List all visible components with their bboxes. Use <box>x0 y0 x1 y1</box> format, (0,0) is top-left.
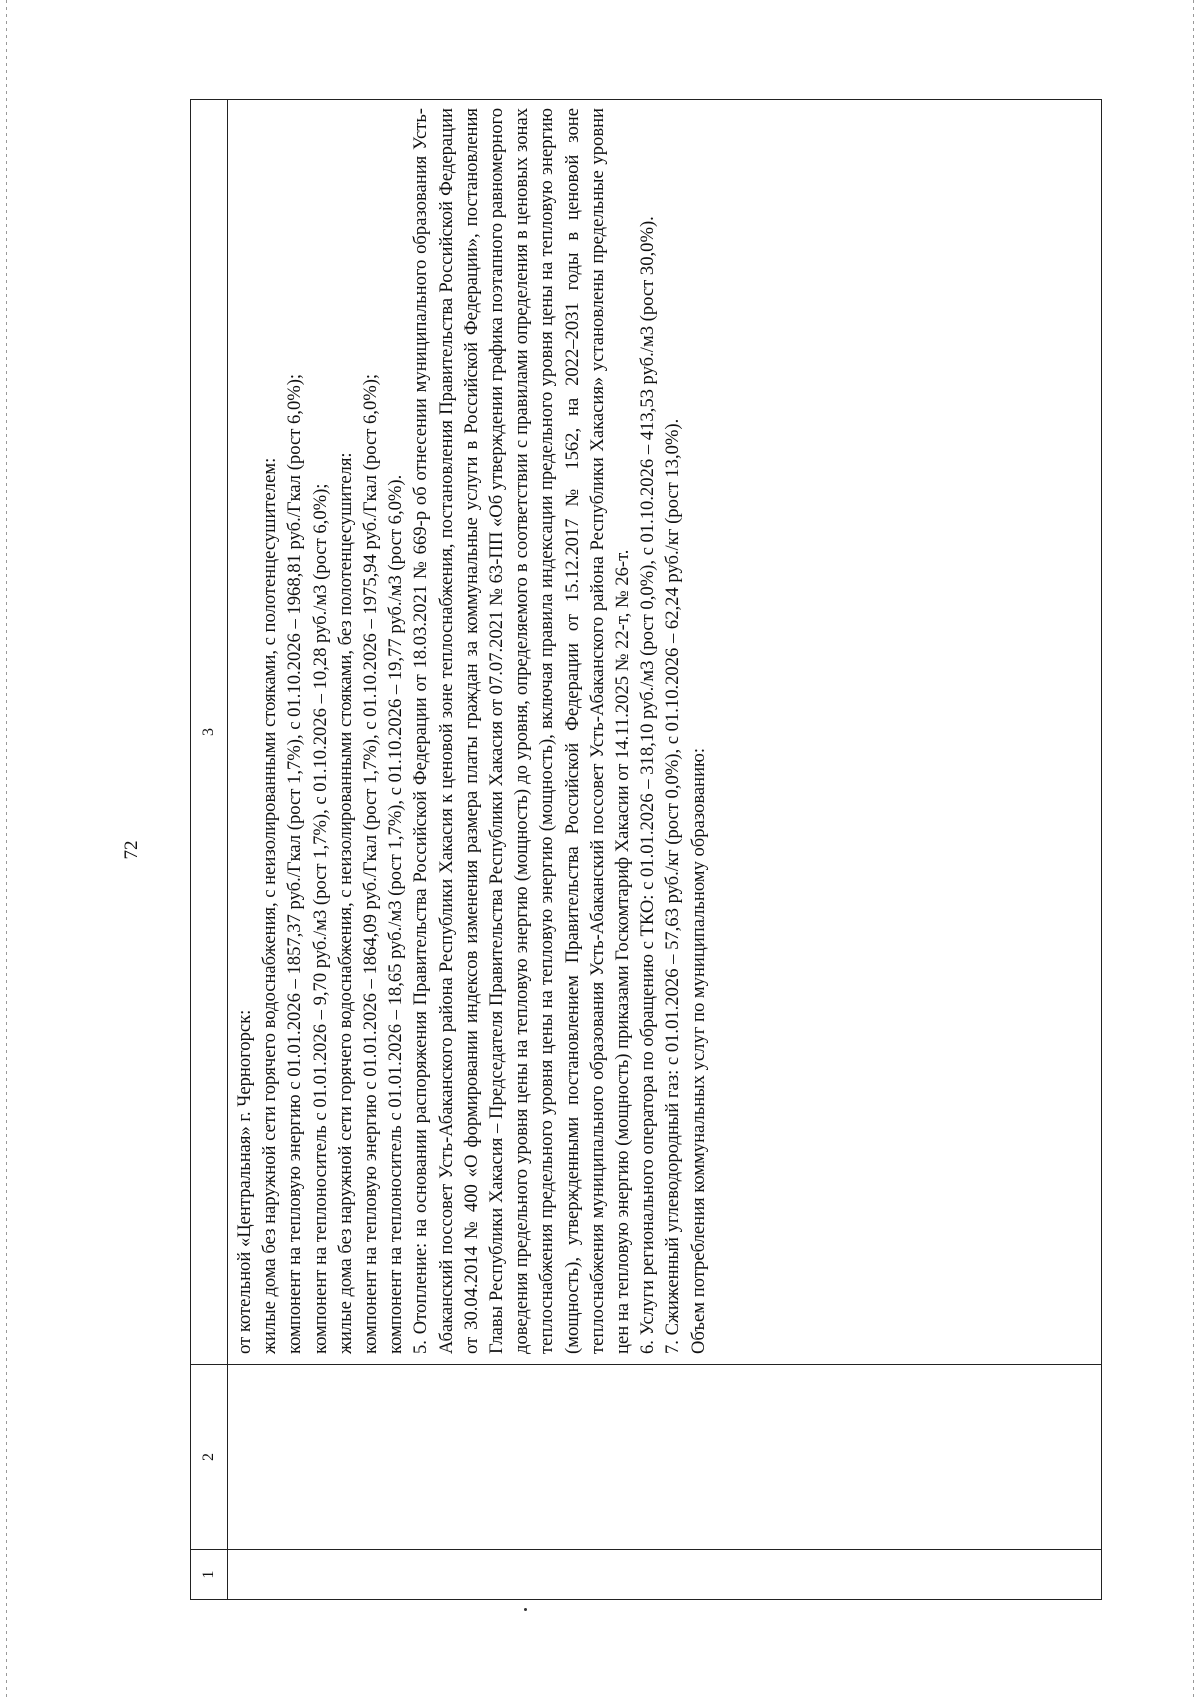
scan-edge-left <box>6 0 7 1698</box>
text-line: компонент на теплоноситель с 01.01.2026 – 9,70 руб./м3 (рост 1,7%), с 01.10.2026 – 10,28 руб./м3 (рост 6,0%); <box>309 483 331 1354</box>
text-line: 7. Сжиженный углеводородный газ: с 01.01.2026 – 57,63 руб./кг (рост 0,0%), с 01.10.2026 – 62,24 руб./кг (рост 13,0%). <box>662 418 684 1354</box>
text-line: 6. Услуги регионального оператора по обращению с ТКО: с 01.01.2026 – 318,10 руб./м3 (рост 0,0%), с 01.10.2026 – 413,53 руб./м3 (рост 30,0%). <box>637 216 659 1354</box>
cell-col-2 <box>228 1365 1102 1550</box>
page-number: 72 <box>121 840 142 860</box>
cell-text-block <box>228 100 715 1364</box>
table-row <box>228 100 1102 1600</box>
scan-edge-right <box>1193 0 1194 1698</box>
text-line: жилые дома без наружной сети горячего водоснабжения, с неизолированными стояками, с полотенцесушителем: <box>259 457 281 1354</box>
text-line: компонент на тепловую энергию с 01.01.2026 – 1857,37 руб./Гкал (рост 1,7%), с 01.10.2026 – 1968,81 руб./Гкал (рост 6,0%); <box>284 373 306 1354</box>
cell-col-1 <box>228 1550 1102 1600</box>
table-header-row <box>191 100 228 1600</box>
header-col-1: 1 <box>191 1550 228 1600</box>
text-line: компонент на теплоноситель с 01.01.2026 – 18,65 руб./м3 (рост 1,7%), с 01.10.2026 – 19,77 руб./м3 (рост 6,0%). <box>385 474 407 1354</box>
header-col-3: 3 <box>191 100 228 1365</box>
scan-speck <box>524 1608 527 1611</box>
cell-col-3 <box>228 100 1102 1365</box>
text-line: Объем потребления коммунальных услуг по муниципальному образованию: <box>687 747 709 1354</box>
rotated-table-wrapper <box>190 100 1102 1600</box>
text-line: жилые дома без наружной сети горячего водоснабжения, с неизолированными стояками, без полотенцесушителя: <box>334 452 356 1354</box>
header-col-2: 2 <box>191 1365 228 1550</box>
text-line: 5. Отопление: на основании распоряжения Правительства Российской Федерации от 18.03.2021 № 669-р об отнесении муниципального образования Усть-Абаканский поссовет Усть-Абаканского района Республики Хакасия к ценовой зоне теплоснабжения, постановления Правительства Российской Федерации от 30.04.2014 № 400 «О формировании индексов изменения размера платы граждан за коммунальные услуги в Российской Федерации», постановления Главы Республики Хакасия – Председателя Правительства Республики Хакасия от 07.07.2021 № 63-ПП «Об утверждении графика поэтапного равномерного доведения предельного уровня цены на тепловую энергию (мощность) до уровня, определяемого в соответствии с правилами определения в ценовых зонах теплоснабжения предельного уровня цены на тепловую энергию (мощность), включая правила индексации предельного уровня цены на тепловую энергию (мощность), утвержденными постановлением Правительства Российской Федерации от 15.12.2017 № 1562, на 2022–2031 годы в ценовой зоне теплоснабжения муниципального образования Усть-Абаканский поссовет Усть-Абаканского района Республики Хакасия» установлены предельные уровни цен на тепловую энергию (мощность) приказами Госкомтариф Хакасии от 14.11.2025 № 22-т, № 26-т. <box>410 108 634 1354</box>
text-line: от котельной «Центральная» г. Черногорск: <box>234 1009 255 1354</box>
text-line: компонент на тепловую энергию с 01.01.2026 – 1864,09 руб./Гкал (рост 1,7%), с 01.10.2026 – 1975,94 руб./Гкал (рост 6,0%); <box>360 373 382 1354</box>
tariff-table <box>190 99 1102 1600</box>
